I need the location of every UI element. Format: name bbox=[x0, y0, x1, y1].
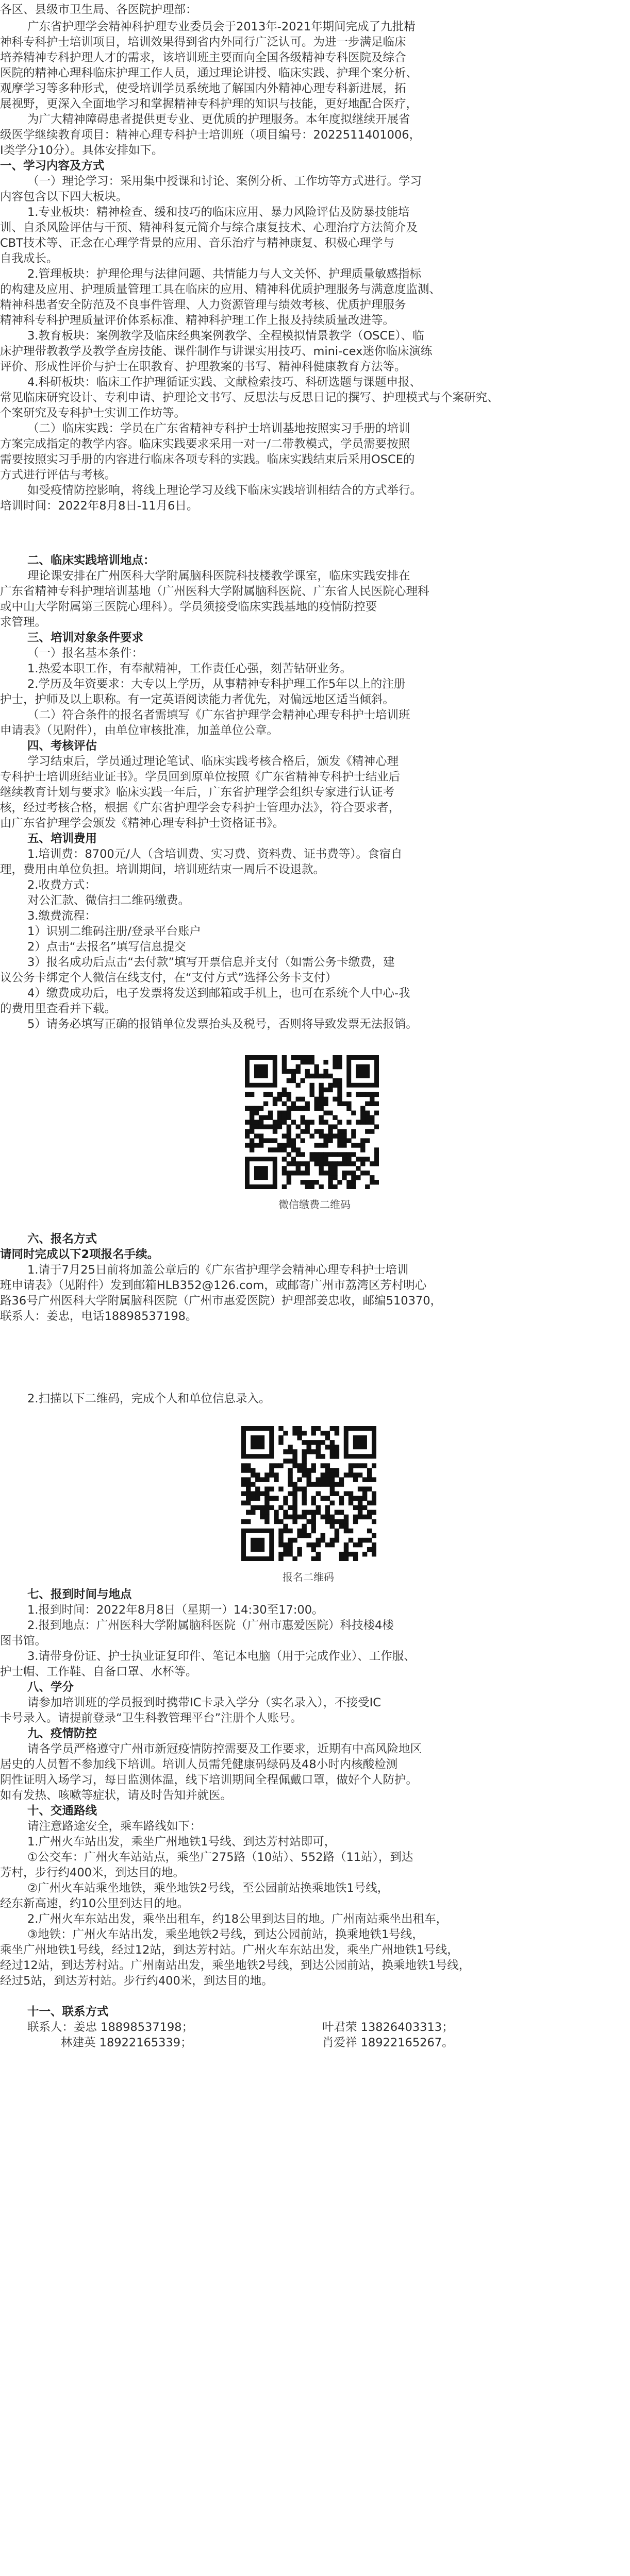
text-line: 神科专科护士培训项目，培训效果得到省内外同行广泛认可。为进一步满足临床 bbox=[0, 36, 406, 49]
text-line: 学习结束后，学员通过理论笔试、临床实践考核合格后，颁发《精神心理 bbox=[27, 755, 399, 768]
text-line: 精神科患者安全防范及不良事件管理、人力资源管理与绩效考核、优质护理服务 bbox=[0, 298, 406, 312]
text-line: 精神科专科护理质量评价体系标准、精神科护理工作上报及持续质量改进等。 bbox=[0, 314, 395, 327]
text-line: 申请表》（见附件），由单位审核批准，加盖单位公章。 bbox=[0, 724, 279, 737]
text-line: 肖爱祥 18922165267。 bbox=[322, 2036, 454, 2049]
text-line: 联系人：姜忠，电话18898537198。 bbox=[0, 1310, 197, 1323]
text-line: （一）报名基本条件： bbox=[27, 647, 144, 660]
text-line: 方案完成指定的教学内容。临床实践要求采用一对一/二带教模式，学员需要按照 bbox=[0, 437, 410, 451]
text-line: 如有发热、咳嗽等症状，请及时告知并就医。 bbox=[0, 1789, 233, 1802]
text-line: 护士，护师及以上职称。有一定英语阅读能力者优先，对偏远地区适当倾斜。 bbox=[0, 693, 395, 706]
text-line: 自我成长。 bbox=[0, 252, 58, 265]
text-line: （一）理论学习：采用集中授课和讨论、案例分析、工作坊等方式进行。学习 bbox=[27, 175, 422, 188]
text-line: 3）报名成功后点击“去付款”填写开票信息并支付（如需公务卡缴费，建 bbox=[27, 956, 395, 969]
text-line: 的构建及应用、护理质量管理工具在临床的应用、精神科优质护理服务与满意度监测、 bbox=[0, 283, 441, 296]
text-line: ①公交车：广州火车站站点，乘坐广275路（10站）、552路（11站），到达 bbox=[27, 1851, 413, 1864]
text-line: 请各学员严格遵守广州市新冠疫情防控需要及工作要求，近期有中高风险地区 bbox=[27, 1742, 422, 1756]
text-line: （二）符合条件的报名者需填写《广东省护理学会精神心理专科护士培训班 bbox=[27, 708, 410, 722]
text-line: 图书馆。 bbox=[0, 1634, 47, 1648]
text-line: 六、报名方式 bbox=[27, 1232, 97, 1246]
text-line: 一、学习内容及方式 bbox=[0, 159, 105, 173]
text-line: 或中山大学附属第三医院心理科）。学员须接受临床实践基地的疫情防控要 bbox=[0, 600, 377, 614]
text-line: 广东省护理学会精神科护理专业委员会于2013年-2021年期间完成了九批精 bbox=[27, 20, 416, 33]
text-line: 训、自杀风险评估与干预、精神科复元简介与综合康复技术、心理治疗方法简介及 bbox=[0, 221, 418, 234]
text-line: 卡号录入。请提前登录“卫生科教管理平台”注册个人账号。 bbox=[0, 1711, 302, 1725]
text-line: 1.培训费：8700元/人（含培训费、实习费、资料费、证书费等）。食宿自 bbox=[27, 848, 403, 861]
text-line: 八、学分 bbox=[27, 1681, 74, 1694]
text-line: 内容包含以下四大板块。 bbox=[0, 190, 128, 204]
text-line: 联系人：姜忠 18898537198； bbox=[27, 2021, 194, 2034]
text-line: 二、临床实践培训地点： bbox=[27, 554, 155, 567]
text-line: 议公务卡绑定个人微信在线支付，在“支付方式”选择公务卡支付） bbox=[0, 971, 337, 985]
text-line: 十一、联系方式 bbox=[27, 2005, 109, 2019]
text-line: 常见临床研究设计、专利申请、护理论文书写、反思法与反思日记的撰写、护理模式与个案研究、 bbox=[0, 391, 499, 404]
text-line: 2.学历及年资要求：大专以上学历，从事精神专科护理工作5年以上的注册 bbox=[27, 677, 406, 691]
text-line: 展视野，更深入全面地学习和掌握精神专科护理的知识与技能，更好地配合医疗， bbox=[0, 97, 418, 111]
text-line: 方式进行评估与考核。 bbox=[0, 468, 117, 482]
text-line: 芳村，步行约400米，到达目的地。 bbox=[0, 1866, 185, 1879]
text-line: 各区、县级市卫生局、各医院护理部： bbox=[0, 3, 197, 16]
text-line: 需要按照实习手册的内容进行临床各项专科的实践。临床实践结束后采用OSCE的 bbox=[0, 453, 415, 466]
text-line: 十、交通路线 bbox=[27, 1804, 97, 1818]
text-line: 如受疫情防控影响，将线上理论学习及线下临床实践培训相结合的方式举行。 bbox=[27, 484, 422, 497]
text-line: 2.收费方式： bbox=[27, 878, 96, 892]
payment-qr-caption: 微信缴费二维码 bbox=[278, 1198, 351, 1211]
text-line: 九、疫情防控 bbox=[27, 1727, 97, 1740]
text-line: 求管理。 bbox=[0, 616, 47, 629]
text-line: 培训时间：2022年8月8日-11月6日。 bbox=[0, 499, 198, 513]
text-line: 经过5站，到达芳村站。步行约400米，到达目的地。 bbox=[0, 1974, 273, 1988]
text-line: 评价、形成性评价与护士在职教育、护理教案的书写、精神科健康教育方法等。 bbox=[0, 360, 406, 374]
text-line: 居史的人员暂不参加线下培训。培训人员需凭健康码绿码及48小时内核酸检测 bbox=[0, 1758, 398, 1771]
text-line: 经东新高速，约10公里到达目的地。 bbox=[0, 1897, 189, 1910]
text-line: 1.报到时间：2022年8月8日（星期一）14:30至17:00。 bbox=[27, 1603, 324, 1617]
text-line: 2）点击“去报名”填写信息提交 bbox=[27, 940, 186, 954]
text-line: 核，经过考核合格，根据《广东省护理学会专科护士管理办法》，符合要求者， bbox=[0, 801, 401, 815]
text-line: Ⅰ类学分10分）。具体安排如下。 bbox=[0, 144, 163, 157]
register-qr-caption: 报名二维码 bbox=[283, 1571, 334, 1583]
text-line: 专科护士培训班结业证书》。学员回到原单位按照《广东省精神专科护士结业后 bbox=[0, 770, 401, 784]
text-line: 1.请于7月25日前将加盖公章后的《广东省护理学会精神心理专科护士培训 bbox=[27, 1263, 409, 1277]
text-line: （二）临床实践：学员在广东省精神专科护士培训基地按照实习手册的培训 bbox=[27, 422, 410, 435]
text-line: ②广州火车站乘坐地铁，乘坐地铁2号线，至公园前站换乘地铁1号线， bbox=[27, 1882, 389, 1895]
text-line: 护士帽、工作鞋、自备口罩、水杯等。 bbox=[0, 1665, 197, 1679]
text-line: 为广大精神障碍患者提供更专业、更优质的护理服务。本年度拟继续开展省 bbox=[27, 113, 410, 126]
text-line: 医院的精神心理科临床护理工作人员，通过理论讲授、临床实践、护理个案分析、 bbox=[0, 66, 418, 80]
text-line: 床护理带教教学及教学查房技能、课件制作与讲课实用技巧、mini-cex迷你临床演练 bbox=[0, 345, 433, 358]
text-line: 经过12站，到达芳村站。广州南站出发，乘坐地铁2号线，到达公园前站，换乘地铁1号线， bbox=[0, 1959, 471, 1972]
text-line: 乘坐广州地铁1号线，经过12站，到达芳村站。广州火车东站出发，乘坐广州地铁1号线， bbox=[0, 1943, 459, 1957]
text-line: 4）缴费成功后，电子发票将发送到邮箱或手机上，也可在系统个人中心-我 bbox=[27, 987, 410, 1000]
text-line: 对公汇款、微信扫二维码缴费。 bbox=[27, 894, 190, 907]
text-line: 观摩学习等多种形式，使受培训学员系统地了解国内外精神心理专科新进展，拓 bbox=[0, 82, 406, 95]
text-line: 由广东省护理学会颁发《精神心理专科护士资格证书》。 bbox=[0, 817, 285, 830]
text-line: 请同时完成以下2项报名手续。 bbox=[0, 1248, 159, 1261]
payment-qr-code bbox=[245, 1055, 379, 1189]
text-line: 2.报到地点：广州医科大学附属脑科医院（广州市惠爱医院）科技楼4楼 bbox=[27, 1619, 394, 1632]
text-line: 七、报到时间与地点 bbox=[27, 1588, 132, 1601]
register-qr-code bbox=[241, 1426, 376, 1561]
text-line: 班申请表》（见附件）发到邮箱HLB352@126.com，或邮寄广州市荔湾区芳村明心 bbox=[0, 1279, 427, 1292]
text-line: 的费用里查看并下载。 bbox=[0, 1002, 117, 1015]
text-line: 三、培训对象条件要求 bbox=[27, 631, 144, 645]
text-line: 1.专业板块：精神检查、缓和技巧的临床应用、暴力风险评估及防暴技能培 bbox=[27, 206, 410, 219]
text-line: 理论课安排在广州医科大学附属脑科医院科技楼教学课室，临床实践安排在 bbox=[27, 569, 410, 583]
text-line: 四、考核评估 bbox=[27, 739, 97, 753]
qr-code-image bbox=[245, 1055, 379, 1189]
qr-code-image bbox=[241, 1426, 376, 1561]
text-line: 4.科研板块：临床工作护理循证实践、文献检索技巧、科研选题与课题申报、 bbox=[27, 376, 421, 389]
text-line: 5）请务必填写正确的报销单位发票抬头及税号，否则将导致发票无法报销。 bbox=[27, 1018, 418, 1031]
text-line: 1.热爱本职工作，有奉献精神，工作责任心强，刻苦钻研业务。 bbox=[27, 662, 352, 675]
text-line: 2.管理板块：护理伦理与法律问题、共情能力与人文关怀、护理质量敏感指标 bbox=[27, 267, 421, 281]
text-line: 3.缴费流程： bbox=[27, 909, 96, 923]
text-line: 2.扫描以下二维码，完成个人和单位信息录入。 bbox=[27, 1392, 271, 1405]
text-line: ③地铁：广州火车站出发，乘坐地铁2号线，到达公园前站，换乘地铁1号线， bbox=[27, 1928, 424, 1941]
text-line: 继续教育计划与要求》临床实践一年后，广东省护理学会组织专家进行认证考 bbox=[0, 786, 395, 799]
text-line: 3.教育板块：案例教学及临床经典案例教学、全程模拟情景教学（OSCE）、临 bbox=[27, 329, 424, 343]
text-line: 五、培训费用 bbox=[27, 832, 97, 845]
text-line: 林建英 18922165339； bbox=[61, 2036, 192, 2049]
text-line: 1）识别二维码注册/登录平台账户 bbox=[27, 925, 201, 938]
text-line: 广东省精神专科护理培训基地（广州医科大学附属脑科医院、广东省人民医院心理科 bbox=[0, 585, 429, 598]
text-line: 请参加培训班的学员报到时携带IC卡录入学分（实名录入），不接受IC bbox=[27, 1696, 381, 1709]
text-line: 个案研究及专科护士实训工作坊等。 bbox=[0, 406, 186, 420]
text-line: 培养精神专科护理人才的需求，该培训班主要面向全国各级精神专科医院及综合 bbox=[0, 51, 406, 64]
text-line: 路36号广州医科大学附属脑科医院（广州市惠爱医院）护理部姜忠收，邮编510370， bbox=[0, 1294, 442, 1308]
text-line: 3.请带身份证、护士执业证复印件、笔记本电脑（用于完成作业）、工作服、 bbox=[27, 1650, 416, 1663]
text-line: 2.广州火车东站出发，乘坐出租车，约18公里到达目的地。广州南站乘坐出租车， bbox=[27, 1912, 448, 1926]
text-line: 1.广州火车站出发，乘坐广州地铁1号线、到达芳村站即可， bbox=[27, 1835, 336, 1849]
text-line: 理，费用由单位负担。培训期间，培训班结束一周后不设退款。 bbox=[0, 863, 325, 876]
text-line: CBT技术等、正念在心理学背景的应用、音乐治疗与精神康复、积极心理学与 bbox=[0, 236, 394, 250]
text-line: 叶君荣 13826403313； bbox=[322, 2021, 454, 2034]
text-line: 级医学继续教育项目：精神心理专科护士培训班（项目编号：2022511401006， bbox=[0, 128, 421, 142]
text-line: 请注意路途安全，乘车路线如下： bbox=[27, 1820, 202, 1833]
text-line: 阴性证明入场学习，每日监测体温，线下培训期间全程佩戴口罩，做好个人防护。 bbox=[0, 1773, 418, 1787]
